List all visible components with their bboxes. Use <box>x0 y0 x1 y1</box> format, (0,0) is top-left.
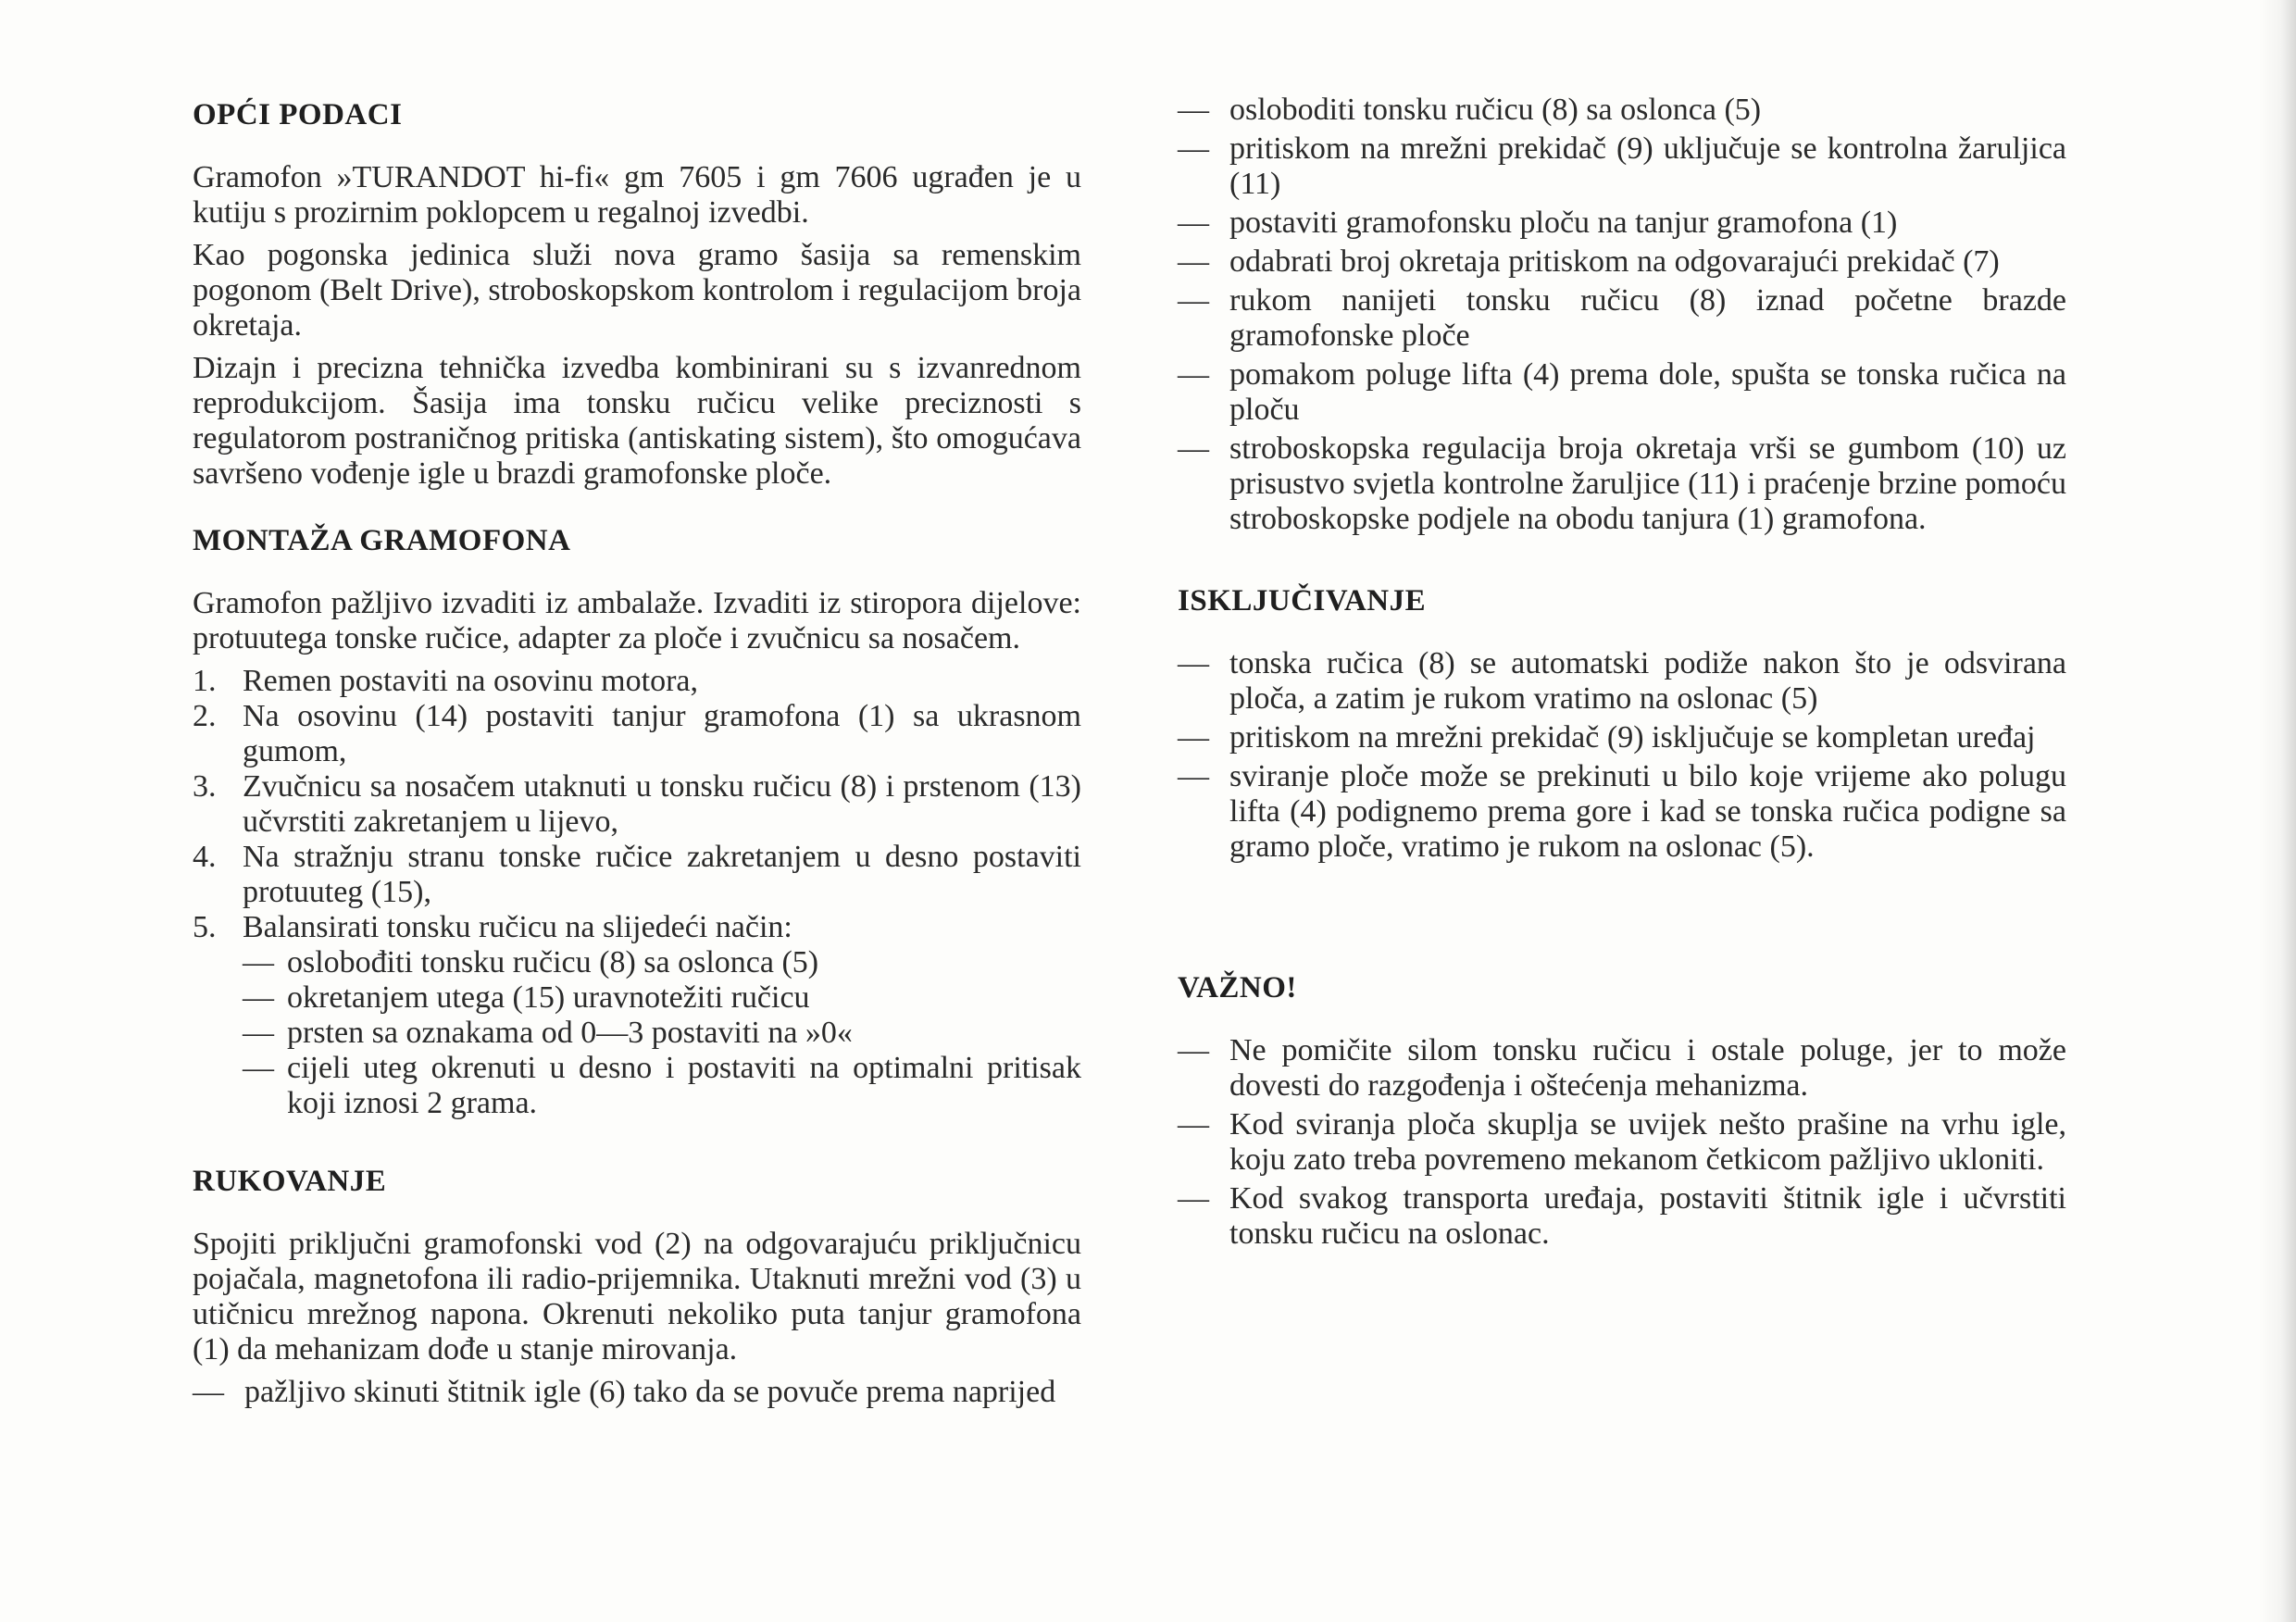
list-item: — pomakom poluge lifta (4) prema dole, spušta se tonska ručica na ploču <box>1178 357 2066 428</box>
list-item: — Ne pomičite silom tonsku ručicu i ostale poluge, jer to može dovesti do razgođenja i oštećenja mehanizma. <box>1178 1033 2066 1104</box>
list-item: — cijeli uteg okrenuti u desno i postaviti na optimalni pritisak koji iznosi 2 grama. <box>243 1051 1081 1121</box>
heading-iskljucivanje: ISKLJUČIVANJE <box>1178 584 1427 618</box>
list-item: — rukom nanijeti tonsku ručicu (8) iznad početne brazde gramofonske ploče <box>1178 283 2066 354</box>
heading-vazno: VAŽNO! <box>1178 971 1297 1004</box>
list-item: — oslobođiti tonsku ručicu (8) sa oslonca (5) <box>243 945 1081 980</box>
list-item: — pritiskom na mrežni prekidač (9) isključuje se kompletan uređaj <box>1178 720 2066 755</box>
list-item <box>193 664 1081 699</box>
list-item: — pritiskom na mrežni prekidač (9) uključuje se kontrolna žaruljica (11) <box>1178 131 2066 202</box>
list-item: — Kod svakog transporta uređaja, postaviti štitnik igle i učvrstiti tonsku ručicu na oslonac. <box>1178 1181 2066 1252</box>
list-item: — sviranje ploče može se prekinuti u bilo koje vrijeme ako polugu lifta (4) podignemo prema gore i kad se tonska ručica podigne sa gramo ploče, vratimo je rukom na oslonac (5). <box>1178 759 2066 865</box>
list-item: — pažljivo skinuti štitnik igle (6) tako da se povuče prema naprijed <box>193 1375 1081 1410</box>
list-item <box>193 769 1081 840</box>
balancing-substeps-list <box>243 945 1081 1121</box>
paragraph-intro-2: Kao pogonska jedinica služi nova gramo šasija sa remenskim pogonom (Belt Drive), stroboskopskom kontrolom i regulacijom broja okretaja. <box>193 238 1081 343</box>
step-number: 1. <box>193 664 217 698</box>
heading-montaza-gramofona: MONTAŽA GRAMOFONA <box>193 524 571 557</box>
step-number: 3. <box>193 769 217 804</box>
assembly-steps-list <box>193 664 1081 945</box>
list-item <box>193 699 1081 769</box>
list-item: — prsten sa oznakama od 0—3 postaviti na »0« <box>243 1016 1081 1051</box>
step-text: Balansirati tonsku ručicu na slijedeći način: <box>243 910 792 944</box>
operation-continued-list <box>1178 93 2066 537</box>
step-number: 4. <box>193 840 217 874</box>
list-item: — tonska ručica (8) se automatski podiže nakon što je odsvirana ploča, a zatim je rukom vratimo na oslonac (5) <box>1178 646 2066 717</box>
list-item: — stroboskopska regulacija broja okretaja vrši se gumbom (10) uz prisustvo svjetla kontrolne žaruljice (11) i praćenje brzine pomoću stroboskopske podjele na obodu tanjura (1) gramofona. <box>1178 431 2066 537</box>
list-item: — postaviti gramofonsku ploču na tanjur gramofona (1) <box>1178 206 2066 241</box>
list-item: — Kod sviranja ploča skuplja se uvijek nešto prašine na vrhu igle, koju zato treba povremeno mekanom četkicom pažljivo ukloniti. <box>1178 1107 2066 1178</box>
paragraph-montaza-intro: Gramofon pažljivo izvaditi iz ambalaže. Izvaditi iz stiropora dijelove: protuutega tonske ručice, adapter za ploče i zvučnicu sa nosačem. <box>193 586 1081 655</box>
step-text: Zvučnicu sa nosačem utaknuti u tonsku ručicu (8) i prstenom (13) učvrstiti zakretanjem u lijevo, <box>243 769 1081 839</box>
right-column <box>1178 93 2066 1255</box>
vazno-list <box>1178 1033 2066 1252</box>
heading-rukovanje: RUKOVANJE <box>193 1165 387 1198</box>
paragraph-rukovanje: Spojiti priključni gramofonski vod (2) na odgovarajuću priključnicu pojačala, magnetofona ili radio-prijemnika. Utaknuti mrežni vod (3) u utičnicu mrežnog napona. Okrenuti nekoliko puta tanjur gramofona (1) da mehanizam dođe u stanje mirovanja. <box>193 1227 1081 1366</box>
heading-opci-podaci: OPĆI PODACI <box>193 98 403 131</box>
step-text: Na osovinu (14) postaviti tanjur gramofona (1) sa ukrasnom gumom, <box>243 699 1081 768</box>
rukovanje-list <box>193 1375 1081 1410</box>
list-item: — okretanjem utega (15) uravnotežiti ručicu <box>243 980 1081 1016</box>
list-item <box>193 840 1081 910</box>
step-number: 5. <box>193 910 217 944</box>
iskljucivanje-list <box>1178 646 2066 865</box>
page-edge-shadow <box>2259 0 2296 1622</box>
list-item <box>193 910 1081 945</box>
list-item: — odabrati broj okretaja pritiskom na odgovarajući prekidač (7) <box>1178 244 2066 280</box>
paragraph-intro-1: Gramofon »TURANDOT hi-fi« gm 7605 i gm 7606 ugrađen je u kutiju s prozirnim poklopcem u regalnoj izvedbi. <box>193 160 1081 230</box>
step-text: Remen postaviti na osovinu motora, <box>243 664 698 698</box>
paragraph-intro-3: Dizajn i precizna tehnička izvedba kombinirani su s izvanrednom reprodukcijom. Šasija ima tonsku ručicu velike preciznosti s regulatorom postraničnog pritiska (antiskating sistem), što omogućava savršeno vođenje igle u brazdi gramofonske ploče. <box>193 351 1081 491</box>
step-number: 2. <box>193 699 217 733</box>
list-item: — osloboditi tonsku ručicu (8) sa oslonca (5) <box>1178 93 2066 128</box>
step-text: Na stražnju stranu tonske ručice zakretanjem u desno postaviti protuuteg (15), <box>243 840 1081 909</box>
left-column <box>193 97 1081 1414</box>
